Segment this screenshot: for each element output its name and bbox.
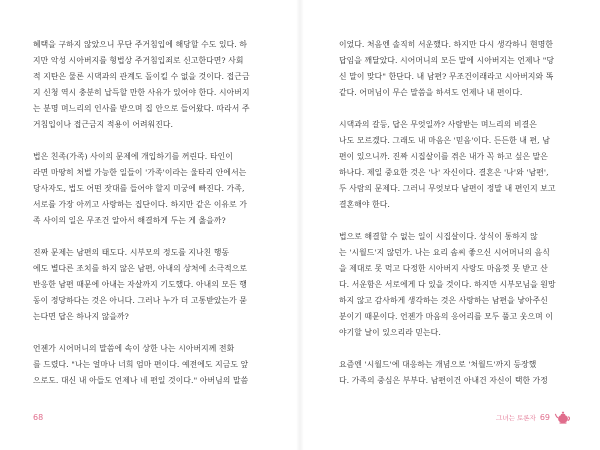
- paragraph: [339, 229, 569, 341]
- paragraph: [339, 357, 569, 389]
- text-line: 결혼해야 한다.: [339, 200, 390, 209]
- book-gutter: [296, 0, 304, 450]
- text-line: 두 사람의 문제다. 그러니 무엇보다 남편이 정말 내 편인지 보고: [339, 184, 556, 193]
- text-line: 하지 않고 감사하게 생각하는 것은 사랑하는 남편을 낳아주신: [339, 296, 548, 305]
- left-page-body: [33, 37, 263, 389]
- right-page-body: [339, 37, 569, 389]
- text-line: 는 분명 며느리의 인사를 받으며 집 안으로 들어왔다. 따라서 주: [33, 104, 250, 113]
- text-line: 이었다. 처음엔 솔직히 서운했다. 하지만 다시 생각하니 현명한: [339, 40, 553, 49]
- paragraph: [339, 117, 569, 213]
- paragraph: [33, 37, 263, 133]
- text-line: 혜택을 구하지 않았으니 무단 주거침입에 해당할 수도 있다. 하: [33, 40, 247, 49]
- text-line: 법은 친족(가족) 사이의 문제에 개입하기를 꺼린다. 타인이: [33, 152, 233, 161]
- text-line: 분이기 때문이다. 언젠가 마음의 응어리를 모두 풀고 웃으며 이: [339, 312, 553, 321]
- running-title: 그녀는 토론자: [496, 413, 536, 422]
- paragraph: [33, 149, 263, 229]
- text-line: 편이 있으니까. 진짜 시집살이를 겪은 내가 꼭 하고 싶은 말은: [339, 152, 548, 161]
- text-line: 는 '시월드'지 않던가. 나는 요리 솜씨 좋으신 시어머니의 음식: [339, 248, 550, 257]
- text-line: 을 제대로 못 먹고 다정한 시아버지 사랑도 마음껏 못 받고 산: [339, 264, 548, 273]
- left-page-number: 68: [33, 413, 44, 422]
- text-line: 진짜 문제는 남편의 태도다. 시부모의 정도를 지나친 행동: [33, 248, 230, 257]
- right-page-footer: [496, 408, 572, 426]
- text-line: 다. 가족의 중심은 부부다. 남편이건 아내건 자신이 택한 가정: [339, 376, 548, 385]
- text-line: 에도 별다른 조치를 하지 않은 남편, 아내의 상처에 소극적으로: [33, 264, 247, 273]
- text-line: 다. 서운함은 서로에게 다 있을 것이다. 하지만 시부모님을 원망: [339, 280, 556, 289]
- text-line: 반응한 남편 때문에 아내는 자살까지 기도했다. 아내의 모든 행: [33, 280, 247, 289]
- text-line: 법으로 해결할 수 없는 일이 시집살이다. 상식이 통하지 않: [339, 232, 538, 241]
- text-line: 나도 모르겠다. 그래도 내 마음은 '믿음'이다. 든든한 내 편, 남: [339, 136, 550, 145]
- text-line: 지만 악성 시아버지를 형법상 주거침입죄로 신고한다면? 사회: [33, 56, 244, 65]
- text-line: 지 신청 역시 충분히 납득할 만한 사유가 있어야 한다. 시아버지: [33, 88, 250, 97]
- text-line: 를 드렸다. "나는 얼마나 너희 엄마 편이다. 예전에도 지금도 앞: [33, 360, 249, 369]
- text-line: 신 말이 맞다" 한단다. 내 남편? 무조건이래라고 시아버지와 똑: [339, 72, 554, 81]
- text-line: 적 지탄은 물론 시댁과의 관계도 돌이킬 수 없을 것이다. 접근금: [33, 72, 250, 81]
- text-line: 언젠가 시어머니의 말씀에 속이 상한 나는 시아버지께 전화: [33, 344, 235, 353]
- text-line: 거침입이나 접근금지 적용이 어려워진다.: [33, 120, 174, 129]
- teapot-icon: [554, 408, 572, 426]
- paragraph: [33, 245, 263, 325]
- text-line: 서로를 가장 아끼고 사랑하는 집단이다. 하지만 같은 이유로 가: [33, 200, 247, 209]
- paragraph: [339, 37, 569, 101]
- text-line: 동이 정당하다는 것은 아니다. 그러나 누가 더 고통받았는가 묻: [33, 296, 247, 305]
- right-page-number: 69: [539, 412, 550, 422]
- text-line: 야기할 날이 있으리라 믿는다.: [339, 328, 441, 337]
- text-line: 요즘엔 '시월드'에 대응하는 개념으로 '처월드'까지 등장했: [339, 360, 537, 369]
- text-line: 같다. 어머님이 무슨 말씀을 하셔도 언제나 내 편이다.: [339, 88, 523, 97]
- text-line: 답임을 깨달았다. 시어머니의 모든 말에 시아버지는 언제나 "당: [339, 56, 555, 65]
- text-line: 하나다. 제일 중요한 것은 '나' 자신이다. 결혼은 '나'와 '남편',: [339, 168, 549, 177]
- text-line: 으로도. 대신 내 아들도 언제나 네 편일 것이다." 아버님의 말씀: [33, 376, 249, 385]
- text-line: 는다면 답은 하나지 않을까?: [33, 312, 129, 321]
- text-line: 족 사이의 일은 무조건 알아서 해결하게 두는 게 옳을까?: [33, 216, 226, 225]
- text-line: 시댁과의 갈등, 답은 무엇일까? 사람받는 며느리의 비결은: [339, 120, 537, 129]
- paragraph: [33, 341, 263, 389]
- text-line: 라면 마땅히 처벌 가능한 일들이 '가족'이라는 울타리 안에서는: [33, 168, 247, 177]
- text-line: 당사자도, 법도 어떤 잣대를 들어야 할지 미궁에 빠진다. 가족,: [33, 184, 245, 193]
